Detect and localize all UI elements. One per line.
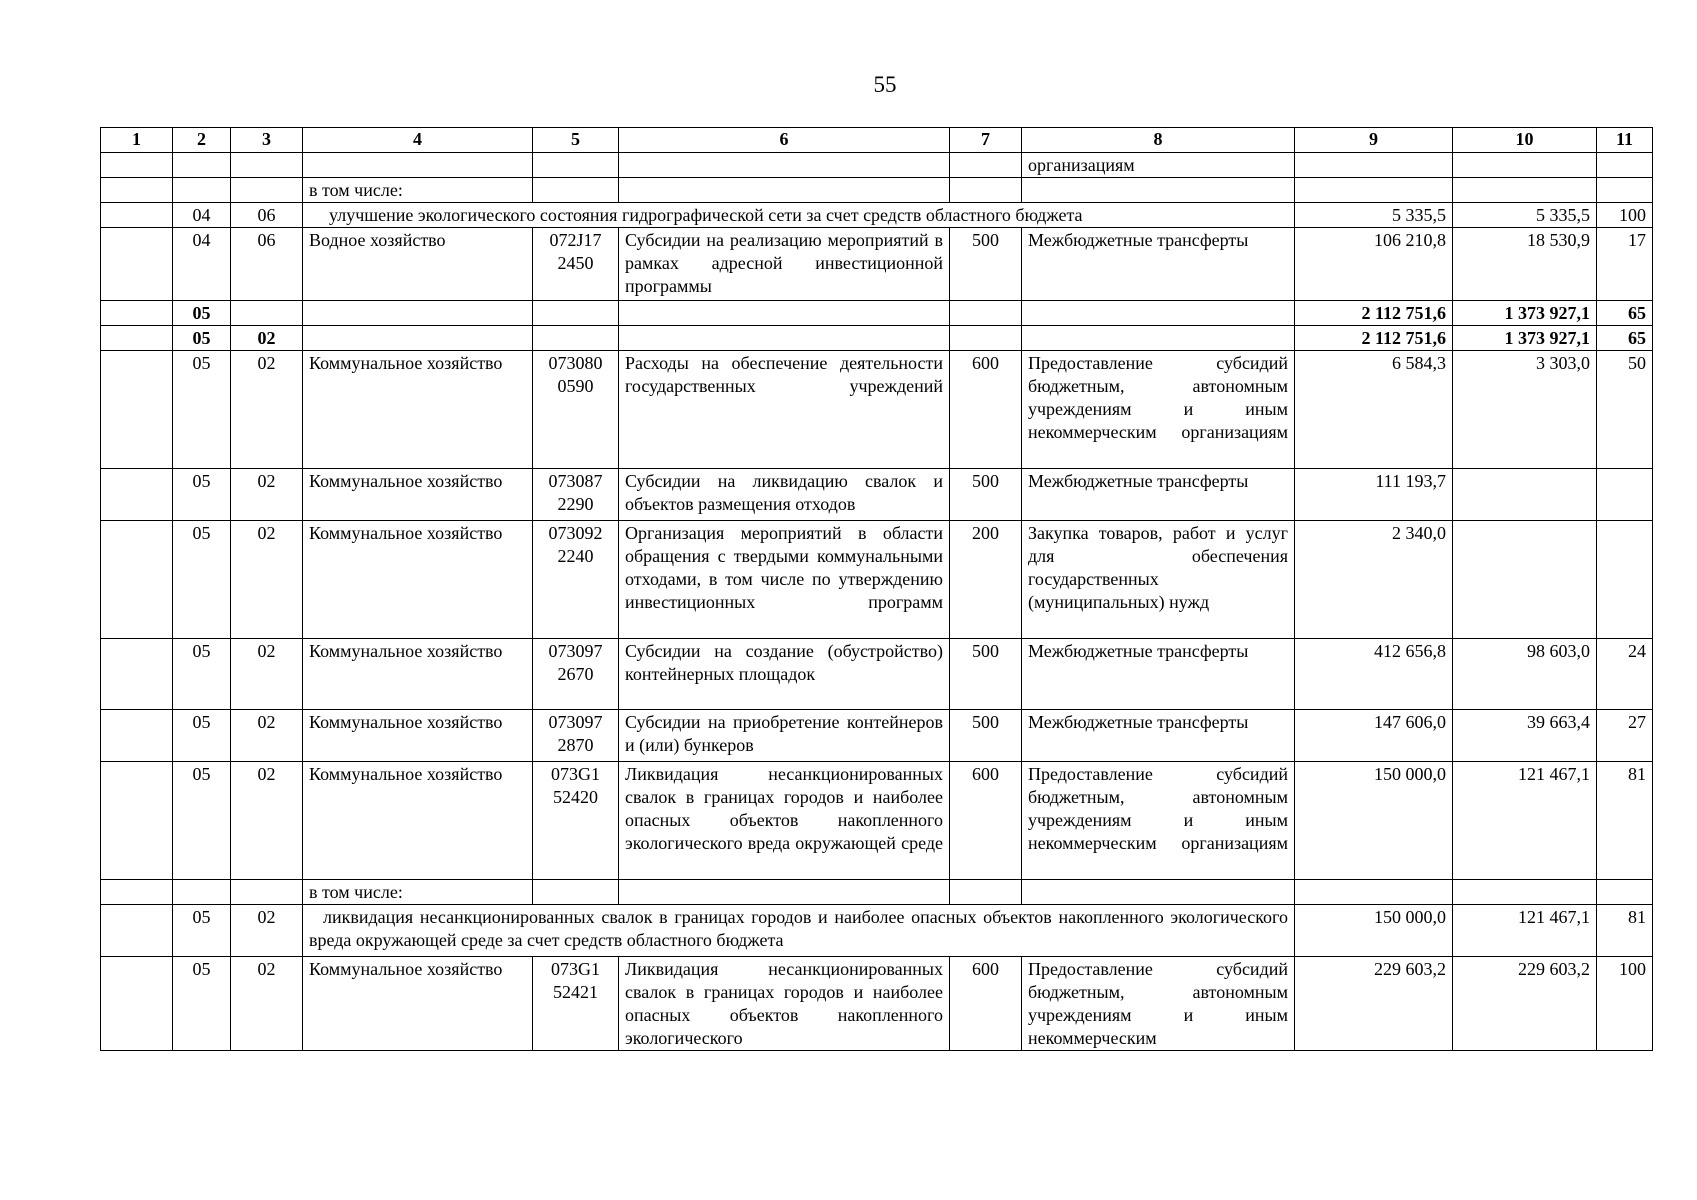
activity-name: Коммунальное хозяйство bbox=[303, 351, 533, 469]
subsection-total-row bbox=[101, 326, 1653, 351]
section-code: 05 bbox=[173, 905, 231, 957]
execution-percent: 65 bbox=[1597, 301, 1653, 326]
section-code: 05 bbox=[173, 639, 231, 710]
execution-percent: 81 bbox=[1597, 905, 1653, 957]
expense-description: Субсидии на создание (обустройство) контейнерных площадок bbox=[619, 639, 950, 710]
executed-amount: 98 603,0 bbox=[1453, 639, 1597, 710]
planned-amount: 106 210,8 bbox=[1295, 228, 1453, 301]
subsection-code: 02 bbox=[231, 639, 303, 710]
header-cell-2: 2 bbox=[173, 128, 231, 153]
activity-name: Коммунальное хозяйство bbox=[303, 521, 533, 639]
target-article-code: 073097 2670 bbox=[533, 639, 619, 710]
expense-type-code: 500 bbox=[950, 469, 1022, 521]
execution-percent: 100 bbox=[1597, 203, 1653, 228]
recipient-type: организациям bbox=[1022, 153, 1295, 178]
executed-amount: 121 467,1 bbox=[1453, 762, 1597, 880]
header-cell-3: 3 bbox=[231, 128, 303, 153]
activity-name: Водное хозяйство bbox=[303, 228, 533, 301]
header-cell-9: 9 bbox=[1295, 128, 1453, 153]
table-row bbox=[101, 710, 1653, 762]
table-row bbox=[101, 521, 1653, 639]
expense-description: Субсидии на приобретение контейнеров и (или) бункеров bbox=[619, 710, 950, 762]
activity-name: Коммунальное хозяйство bbox=[303, 469, 533, 521]
expense-type-name: Межбюджетные трансферты bbox=[1022, 710, 1295, 762]
expense-description: Организация мероприятий в области обращения с твердыми коммунальными отходами, в том числе по утверждению инвестиционных программ bbox=[619, 521, 950, 639]
expense-description: Ликвидация несанкционированных свалок в границах городов и наиболее опасных объектов накопленного экологического bbox=[619, 957, 950, 1051]
planned-amount: 150 000,0 bbox=[1295, 762, 1453, 880]
table-row bbox=[101, 762, 1653, 880]
subsection-code: 02 bbox=[231, 957, 303, 1051]
table-row bbox=[101, 203, 1653, 228]
header-cell-10: 10 bbox=[1453, 128, 1597, 153]
execution-percent: 17 bbox=[1597, 228, 1653, 301]
section-code: 05 bbox=[173, 351, 231, 469]
subsection-code: 02 bbox=[231, 469, 303, 521]
header-cell-5: 5 bbox=[533, 128, 619, 153]
target-article-code: 072J17 2450 bbox=[533, 228, 619, 301]
planned-amount: 229 603,2 bbox=[1295, 957, 1453, 1051]
section-code: 05 bbox=[173, 957, 231, 1051]
section-code: 05 bbox=[173, 521, 231, 639]
planned-amount: 150 000,0 bbox=[1295, 905, 1453, 957]
table-row bbox=[101, 880, 1653, 905]
target-article-code: 073G1 52421 bbox=[533, 957, 619, 1051]
section-code: 05 bbox=[173, 469, 231, 521]
subsection-code: 06 bbox=[231, 203, 303, 228]
line-description: улучшение экологического состояния гидрографической сети за счет средств областного бюджета bbox=[303, 203, 1295, 228]
executed-amount: 229 603,2 bbox=[1453, 957, 1597, 1051]
planned-amount: 111 193,7 bbox=[1295, 469, 1453, 521]
expense-type-code: 500 bbox=[950, 639, 1022, 710]
including-label: в том числе: bbox=[303, 880, 533, 905]
execution-percent: 100 bbox=[1597, 957, 1653, 1051]
expense-type-code: 600 bbox=[950, 351, 1022, 469]
expense-description: Субсидии на реализацию мероприятий в рамках адресной инвестиционной программы bbox=[619, 228, 950, 301]
subsection-code: 02 bbox=[231, 905, 303, 957]
target-article-code: 073092 2240 bbox=[533, 521, 619, 639]
execution-percent: 24 bbox=[1597, 639, 1653, 710]
table-row bbox=[101, 228, 1653, 301]
header-cell-7: 7 bbox=[950, 128, 1022, 153]
header-cell-8: 8 bbox=[1022, 128, 1295, 153]
line-description: ликвидация несанкционированных свалок в границах городов и наиболее опасных объектов накопленного экологического вреда окружающей среде за счет средств областного бюджета bbox=[303, 905, 1295, 957]
section-code: 05 bbox=[173, 710, 231, 762]
expense-type-code: 200 bbox=[950, 521, 1022, 639]
expense-type-name: Предоставление субсидий бюджетным, автономным учреждениям и иным некоммерческим bbox=[1022, 957, 1295, 1051]
including-label: в том числе: bbox=[303, 178, 533, 203]
execution-percent: 65 bbox=[1597, 326, 1653, 351]
expense-type-name: Межбюджетные трансферты bbox=[1022, 639, 1295, 710]
section-code: 04 bbox=[173, 228, 231, 301]
subsection-code: 02 bbox=[231, 351, 303, 469]
expense-type-code: 600 bbox=[950, 762, 1022, 880]
expense-description: Субсидии на ликвидацию свалок и объектов размещения отходов bbox=[619, 469, 950, 521]
execution-percent: 50 bbox=[1597, 351, 1653, 469]
target-article-code: 073G1 52420 bbox=[533, 762, 619, 880]
expense-type-code: 500 bbox=[950, 228, 1022, 301]
table-row bbox=[101, 639, 1653, 710]
expense-description: Расходы на обеспечение деятельности государственных учреждений bbox=[619, 351, 950, 469]
executed-amount: 1 373 927,1 bbox=[1453, 301, 1597, 326]
subsection-code: 02 bbox=[231, 326, 303, 351]
subsection-code: 02 bbox=[231, 710, 303, 762]
planned-amount: 6 584,3 bbox=[1295, 351, 1453, 469]
planned-amount: 147 606,0 bbox=[1295, 710, 1453, 762]
expense-type-name: Межбюджетные трансферты bbox=[1022, 228, 1295, 301]
header-cell-4: 4 bbox=[303, 128, 533, 153]
expense-type-name: Предоставление субсидий бюджетным, автономным учреждениям и иным некоммерческим организациям bbox=[1022, 762, 1295, 880]
section-code: 05 bbox=[173, 301, 231, 326]
target-article-code: 073097 2870 bbox=[533, 710, 619, 762]
executed-amount: 121 467,1 bbox=[1453, 905, 1597, 957]
section-code: 05 bbox=[173, 326, 231, 351]
activity-name: Коммунальное хозяйство bbox=[303, 639, 533, 710]
planned-amount: 2 112 751,6 bbox=[1295, 301, 1453, 326]
budget-table bbox=[100, 127, 1653, 1051]
planned-amount: 2 112 751,6 bbox=[1295, 326, 1453, 351]
expense-type-name: Закупка товаров, работ и услуг для обеспечения государственных (муниципальных) нужд bbox=[1022, 521, 1295, 639]
table-row bbox=[101, 905, 1653, 957]
activity-name: Коммунальное хозяйство bbox=[303, 957, 533, 1051]
header-cell-1: 1 bbox=[101, 128, 173, 153]
execution-percent: 81 bbox=[1597, 762, 1653, 880]
expense-type-code: 500 bbox=[950, 710, 1022, 762]
expense-type-name: Межбюджетные трансферты bbox=[1022, 469, 1295, 521]
executed-amount: 1 373 927,1 bbox=[1453, 326, 1597, 351]
executed-amount: 5 335,5 bbox=[1453, 203, 1597, 228]
expense-type-code: 600 bbox=[950, 957, 1022, 1051]
execution-percent: 27 bbox=[1597, 710, 1653, 762]
table-row bbox=[101, 178, 1653, 203]
section-code: 04 bbox=[173, 203, 231, 228]
executed-amount: 18 530,9 bbox=[1453, 228, 1597, 301]
section-code: 05 bbox=[173, 762, 231, 880]
planned-amount: 5 335,5 bbox=[1295, 203, 1453, 228]
target-article-code: 073080 0590 bbox=[533, 351, 619, 469]
planned-amount: 2 340,0 bbox=[1295, 521, 1453, 639]
table-row bbox=[101, 957, 1653, 1051]
planned-amount: 412 656,8 bbox=[1295, 639, 1453, 710]
executed-amount: 3 303,0 bbox=[1453, 351, 1597, 469]
table-row bbox=[101, 351, 1653, 469]
section-total-row bbox=[101, 301, 1653, 326]
page-number: 55 bbox=[873, 72, 897, 97]
expense-type-name: Предоставление субсидий бюджетным, автономным учреждениям и иным некоммерческим организациям bbox=[1022, 351, 1295, 469]
subsection-code: 02 bbox=[231, 521, 303, 639]
header-cell-6: 6 bbox=[619, 128, 950, 153]
subsection-code: 06 bbox=[231, 228, 303, 301]
expense-description: Ликвидация несанкционированных свалок в границах городов и наиболее опасных объектов накопленного экологического вреда окружающей среде bbox=[619, 762, 950, 880]
activity-name: Коммунальное хозяйство bbox=[303, 762, 533, 880]
subsection-code: 02 bbox=[231, 762, 303, 880]
table-row bbox=[101, 469, 1653, 521]
target-article-code: 073087 2290 bbox=[533, 469, 619, 521]
header-row bbox=[101, 128, 1653, 153]
activity-name: Коммунальное хозяйство bbox=[303, 710, 533, 762]
executed-amount: 39 663,4 bbox=[1453, 710, 1597, 762]
table-row bbox=[101, 153, 1653, 178]
header-cell-11: 11 bbox=[1597, 128, 1653, 153]
